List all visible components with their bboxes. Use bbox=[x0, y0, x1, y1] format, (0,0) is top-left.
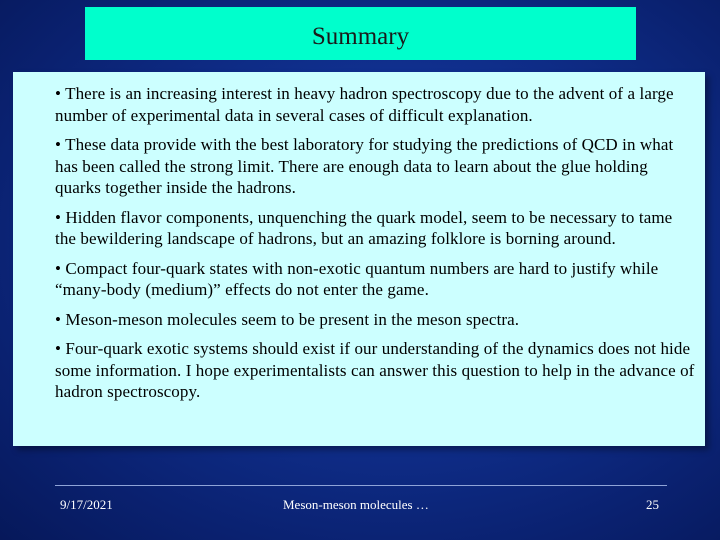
footer-title: Meson-meson molecules … bbox=[283, 497, 429, 512]
bullet-item: • Compact four-quark states with non-exotic quantum numbers are hard to justify while “many-body (medium)” effects do not enter the game. bbox=[55, 258, 659, 299]
footer-page-number: 25 bbox=[646, 497, 659, 512]
bullet-item: • There is an increasing interest in heavy hadron spectroscopy due to the advent of a large number of experimental data in several cases of difficult explanation. bbox=[55, 84, 674, 125]
bullet-item: • Meson-meson molecules seem to be present in the meson spectra. bbox=[55, 309, 520, 329]
slide-title-box bbox=[85, 7, 636, 60]
bullet-item: • These data provide with the best laboratory for studying the predictions of QCD in what has been called the strong limit. There are enough data to learn about the glue holding quarks together inside the hadrons. bbox=[55, 135, 674, 197]
bullet-item: • Hidden flavor components, unquenching the quark model, seem to be necessary to tame the bewildering landscape of hadrons, but an amazing folklore is borning around. bbox=[55, 207, 673, 248]
footer-date: 9/17/2021 bbox=[60, 497, 113, 512]
summary-content-box bbox=[13, 72, 705, 446]
bullet-item: • Four-quark exotic systems should exist if our understanding of the dynamics does not hide some information. I hope experimentalists can answer this question to help in the advance of hadron spectroscopy. bbox=[55, 339, 695, 401]
footer-divider bbox=[55, 485, 667, 486]
slide-title: Summary bbox=[311, 22, 410, 50]
